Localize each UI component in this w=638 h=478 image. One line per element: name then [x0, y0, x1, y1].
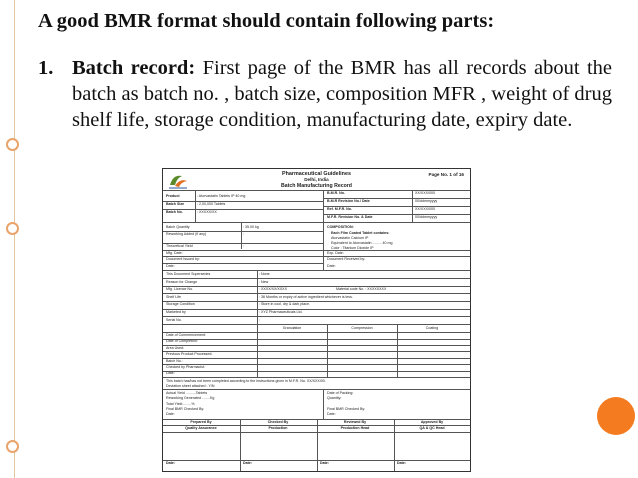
sign-role: Approved By — [420, 419, 444, 424]
page-number: Page No. 1 of 16 — [428, 172, 464, 177]
quantity-field-value: : — [243, 244, 244, 248]
composition-line: Atorvastatin Calcium IP — [331, 236, 369, 240]
item-body — [72, 55, 612, 133]
form-rule — [323, 206, 470, 207]
form-rule — [163, 231, 323, 232]
info-field-value: : New — [259, 279, 269, 284]
sign-role: Checked By — [267, 419, 289, 424]
stage-header: Coating — [425, 326, 439, 330]
header-field-value: : Atorvastatin Tablets IP 40 mg — [197, 194, 246, 198]
form-rule — [323, 250, 470, 251]
form-rule — [163, 389, 470, 390]
header-field-label: M.F.R. Revision No. & Date — [327, 215, 373, 219]
sign-role: Reviewed By — [343, 419, 367, 424]
slide-frame-line — [14, 0, 15, 478]
slide-heading: A good BMR format should contain following parts: — [38, 10, 495, 32]
header-field-value: : 2,00,000 Tablets — [197, 202, 226, 206]
stage-row-label: Date: — [166, 371, 175, 376]
info-field-value: : — [259, 317, 260, 322]
stage-header: Compression — [351, 326, 373, 330]
sign-department: QA & QC Head — [419, 426, 445, 431]
form-rule — [257, 325, 258, 378]
form-rule — [163, 371, 470, 372]
stage-row-label: Batch No.: — [166, 358, 183, 363]
packing-line: Date: — [327, 412, 336, 417]
form-rule — [317, 419, 318, 471]
sign-date-label: Date: — [166, 461, 175, 465]
form-rule — [323, 222, 324, 270]
form-rule — [397, 325, 398, 378]
form-rule — [323, 389, 324, 419]
completion-note: This batch has/has not been completed according to the instructions given in M.F.R. No. XX/XXX/00. — [166, 378, 326, 383]
form-rule — [163, 324, 470, 325]
stage-row-label: Previous Product Processed: — [166, 352, 213, 357]
form-rule — [163, 309, 470, 310]
sign-date-label: Date: — [397, 461, 406, 465]
form-rule — [163, 250, 323, 251]
form-rule — [323, 198, 470, 199]
org-city: Delhi, India — [304, 177, 329, 182]
packing-line: Quantity: — [327, 396, 342, 401]
form-title: Batch Manufacturing Record — [281, 183, 352, 189]
org-name: Pharmaceutical Guidelines — [282, 171, 351, 177]
item-line: about the batch as batch no. , batch size, composition — [72, 57, 613, 105]
quantity-field-label: Batch Quantity — [166, 225, 190, 229]
expiry-date-label: Exp. Date: — [327, 251, 344, 255]
packing-line: Final BMR Checked By: — [327, 407, 366, 411]
header-field-label: Batch Size — [166, 202, 185, 206]
received-by-label: Document Received by: — [327, 257, 366, 261]
form-rule — [163, 270, 470, 271]
received-date-label: Date: — [327, 264, 336, 268]
info-field-label: This Document Supersedes — [166, 272, 211, 276]
sign-date-label: Date: — [243, 461, 252, 465]
form-rule — [163, 263, 323, 264]
info-field-label: Serial No. — [166, 317, 182, 322]
composition-line: Each Film Coated Tablet contains: — [331, 231, 390, 235]
stage-row-label: Checked by Pharmacist: — [166, 365, 205, 369]
item-line: MFR , weight of drug shelf life, storage condition, — [72, 83, 613, 131]
packing-line: Date of Packing: — [327, 390, 354, 395]
header-field-label: B.M.R Revision No./ Date — [327, 199, 370, 203]
item-line: manufacturing date, expiry date. — [306, 109, 573, 131]
info-field-label: Reason for Change — [166, 279, 198, 284]
quantity-field-label: Reworking Added (if any) — [166, 232, 207, 236]
info-field-value: : 36 Months or expiry of active ingredient whichever is less. — [259, 294, 353, 299]
sign-department: Production — [268, 426, 288, 431]
quantity-field-value: : — [243, 232, 244, 236]
yield-line: Reworking Generated ........Kg — [166, 396, 215, 401]
form-rule — [240, 419, 241, 471]
info-field-value: : None — [259, 272, 270, 276]
header-field-value: 00/ddmmyyyy — [415, 215, 438, 219]
form-rule — [163, 301, 470, 302]
header-field-label: B.M.R. No. — [327, 191, 345, 195]
form-rule — [241, 222, 242, 249]
form-rule — [257, 270, 258, 325]
form-rule — [327, 325, 328, 378]
info-field-value: : XXXX/XX/XXXX — [259, 287, 287, 292]
info-field-label: Storage Condition — [166, 302, 195, 307]
quantity-field-label: Document Issued by: — [166, 257, 200, 261]
form-rule — [163, 358, 470, 359]
form-rule — [163, 201, 323, 202]
quantity-field-label: Theoretical Yield — [166, 244, 193, 248]
frame-dot-icon — [6, 440, 19, 453]
form-rule — [163, 222, 470, 223]
form-rule — [394, 419, 395, 471]
stage-header: Granulation — [282, 326, 302, 330]
yield-line: Total Yield ........% — [166, 401, 195, 406]
form-rule — [163, 316, 470, 317]
form-rule — [163, 286, 470, 287]
form-rule — [163, 256, 323, 257]
form-rule — [412, 190, 413, 222]
form-rule — [195, 190, 196, 222]
material-code: Material code No. : XXXXXXXX — [336, 287, 387, 292]
item-number: 1. — [38, 57, 54, 79]
form-rule — [163, 278, 470, 279]
batch-record-item — [38, 55, 612, 133]
header-field-value: XX/XXX/000 — [415, 207, 435, 211]
header-field-value: XX/XXX/000 — [415, 191, 435, 195]
deviation-note: Deviation sheet attached : Y/N — [166, 383, 215, 388]
header-field-label: Product — [166, 194, 180, 198]
bmr-form-image — [162, 168, 471, 472]
sign-department: Production Head — [340, 426, 370, 431]
form-rule — [163, 364, 470, 365]
header-field-label: Batch No. — [166, 210, 183, 214]
form-rule — [163, 243, 323, 244]
info-field-value: : XYZ Pharmaceuticals Ltd. — [259, 310, 303, 314]
item-line: First page of the BMR has all records — [202, 57, 527, 79]
form-rule — [323, 190, 324, 222]
form-rule — [163, 339, 470, 340]
form-rule — [323, 214, 470, 215]
frame-dot-icon — [6, 222, 19, 235]
item-label: Batch record: — [72, 57, 196, 79]
header-field-value: 00/ddmmyyyy — [415, 199, 438, 203]
header-field-value: : XXXXX/XX — [197, 210, 217, 214]
stage-row-label: Area Used: — [166, 345, 184, 350]
yield-line: Actual Yield ..........Tablets — [166, 390, 208, 395]
info-field-label: Mfg. Licence No. — [166, 287, 193, 292]
quantity-field-value: : 35.00 kg — [243, 225, 259, 229]
orange-circle-icon — [597, 397, 635, 435]
info-field-label: Marketed by — [166, 310, 186, 314]
stage-row-label: Date of Commencement: — [166, 333, 206, 337]
yield-line: Final BMR Checked By: — [166, 407, 205, 411]
composition-line: Color : Titanium Dioxide IP — [331, 246, 374, 250]
composition-title: COMPOSITION: — [327, 225, 354, 229]
frame-dot-icon — [6, 138, 19, 151]
sign-role: Prepared By — [190, 419, 212, 424]
quantity-field-label: Date: — [166, 264, 175, 268]
info-field-value: : Store in cool, dry & dark place. — [259, 302, 310, 307]
form-rule — [163, 345, 470, 346]
info-field-label: Shelf Life — [166, 294, 181, 299]
sign-department: Quality Assurance — [185, 426, 217, 431]
yield-line: Date: — [166, 412, 175, 417]
form-rule — [163, 209, 323, 210]
composition-line: Equivalent to Atorvastatin ......... 40 mg — [331, 241, 393, 245]
stage-row-label: Date of Completion: — [166, 339, 198, 344]
form-rule — [163, 332, 470, 333]
sign-date-label: Date: — [320, 461, 329, 465]
header-field-label: Ref. M.F.R. No. — [327, 207, 352, 211]
quantity-field-label: Mfg. Date: — [166, 251, 183, 255]
